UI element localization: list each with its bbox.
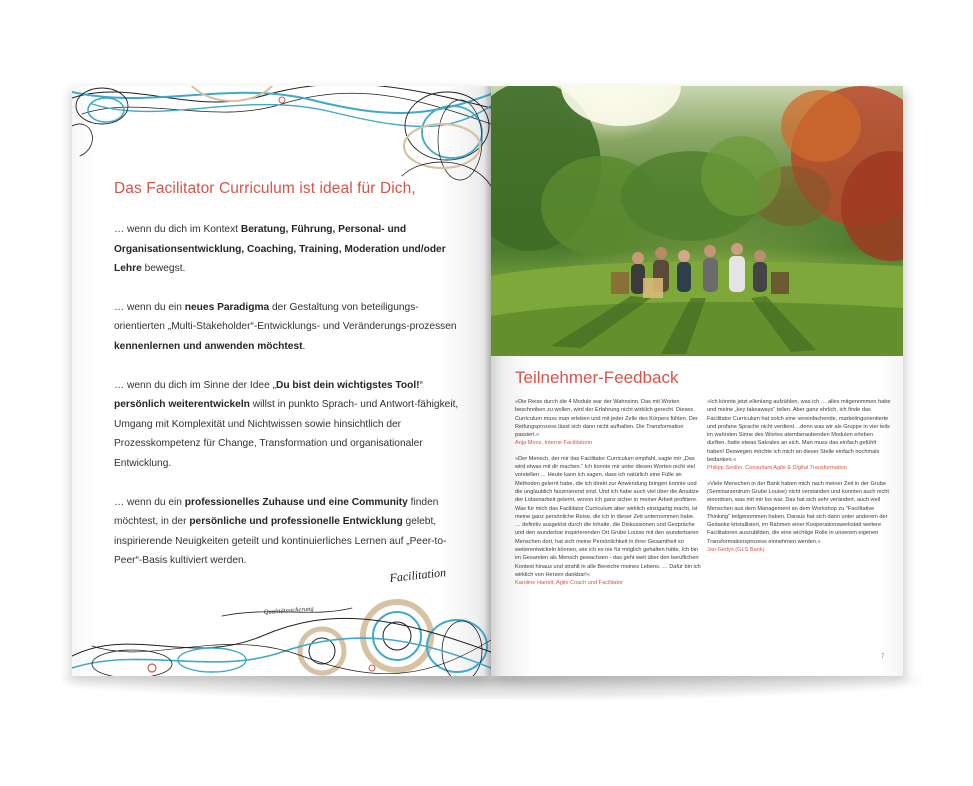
feedback-column-1 — [515, 398, 701, 595]
benefit-item — [114, 220, 469, 279]
sketch-word-facilitation: Facilitation — [388, 565, 447, 585]
garden-photo — [491, 86, 903, 356]
benefit-text: … wenn du ein — [114, 301, 185, 313]
benefit-emphasis: professionelles Zuhause und eine Community — [184, 496, 408, 508]
testimonial — [515, 455, 701, 588]
feedback-column-2 — [707, 398, 893, 561]
right-page — [491, 86, 903, 676]
benefit-emphasis: kennenlernen und anwenden möchtest — [114, 340, 303, 352]
testimonial-text: »Ich könnte jetzt ellenlang aufzählen, was ich … alles mitgenommen habe und meine „key takeaways“ teilen. Aber ganz ehrlich, ich finde das Facilitator Curriculum hat solch eine vereinfachende, marketingorientierte und profane Sprache nicht verdient. ..denn was wir als Gruppe in vier teils im wahrsten Sinne des Wortes atemberaubenden Modulen erleben durften, hatte etwas Sakrales an sich. Man muss das einfach gefühlt haben! Deswegen möchte ich mich an dieser Stelle einfach nochmals bedanken.« — [707, 399, 891, 464]
sketch-decoration-bottom — [72, 556, 491, 676]
testimonial-text: »Viele Menschen in der Bank haben mich nach meiner Zeit in der Grube (Seminarzentrum Grube Louise) nicht verstanden und konnten auch nicht einordnen, was mit mir los war. Das hat sich sehr verändert, auch weil Menschen aus dem Management an dem Workshop zu "Facilitative Thinking" teilgenommen haben. Daraus hat sich dann unter anderem der Gedanke kristallisiert, im Rahmen einer Kooperationswerkstatt weitere Facilitatoren auszubilden, die eine wichtige Rolle in unserem eigenen Transformationsprozess einnehmen werden.« — [707, 480, 889, 545]
benefit-emphasis: Beratung, Führung, Personal- und Organisationsentwicklung, Coaching, Training, Moderation und/oder Lehre — [114, 224, 446, 275]
testimonial-author: Philipp Sexller, Consultant Agile & Digital Transformation — [707, 465, 847, 472]
testimonial-text: »Die Reise durch die 4 Module war der Wahnsinn. Das mit Worten beschreiben zu wollen, wird der Erfahrung nicht wirklich gerecht. Dieses Curriculum muss man erleben und mit jeder Zelle des Körpers fühlen. Der Reifungsprozess lässt sich dann nicht aufhalten. Die Transformation passiert.« — [515, 399, 698, 439]
testimonial-text: »Der Mensch, der mir das Facilitator Curriculum empfahl, sagte mir „Das wird etwas mit dir machen.“ Ich konnte mir unter diesen Worten nicht viel vorstellen … Heute kann ich sagen, dass ich natürlich eine Fülle an Methoden gelernt habe, die ich direkt zur Anwendung bringen konnte und die unglaublich faszinierend sind. Und ich habe auch viel über die Ansätze der Lotsenarbeit gelernt, wovon ich ganz sicher in meiner Arbeit profitiere. Was für mich das Facilitator Curriculum aber wirklich einzigartig macht, ist meine ganz persönliche Reise, die ich in dieser Zeit unternommen habe. … definitiv ausgelöst durch die Inhalte, die Diskussionen und Gespräche und den wunderbar inspirierenden Ort Grube Louise mit den wunderbaren Menschen dort, hat sich meine Persönlichkeit in ihrer Gesamtheit so weiterentwickeln können, wie ich es nie für möglich gehalten hätte. Ich bin im Gesamten als Mensch gewachsen - das geht weit über den beruflichen Kontext hinaus und strahlt in alle Bereiche meines Lebens. … Dafür bin ich wirklich von Herzen dankbar!« — [515, 455, 701, 578]
benefit-text: bewegst. — [141, 263, 186, 275]
testimonial-author: Anja Monz, Interne Facilitatorin — [515, 440, 593, 447]
benefit-emphasis: persönliche und professionelle Entwicklung — [189, 516, 403, 528]
feedback-title: Teilnehmer-Feedback — [515, 368, 679, 387]
benefit-text: “ — [419, 379, 423, 391]
benefit-text: … wenn du dich im Sinne der Idee „ — [114, 379, 276, 391]
benefit-text: … wenn du dich im Kontext — [114, 224, 241, 235]
testimonial — [707, 480, 893, 555]
benefit-text: der Gestaltung von beteiligungs-orientierten „Multi-Stakeholder“-Entwicklungs- und Veränderungs-prozessen — [114, 301, 457, 333]
benefit-emphasis: Du bist dein wichtigstes Tool! — [275, 379, 420, 391]
benefit-item — [114, 376, 469, 474]
benefit-text: gelebt, inspirierende Neuigkeiten geteilt und kontinuierliches Lernen auf „Peer-to-Peer“-Basis kultiviert werden. — [114, 516, 447, 567]
testimonial — [707, 398, 893, 473]
benefit-emphasis: persönlich weiterentwickeln — [114, 399, 250, 411]
left-page — [72, 86, 491, 676]
benefit-list — [114, 220, 469, 590]
benefit-text: … wenn du ein — [114, 496, 185, 508]
testimonial-author: Karoline Hanelt, Agile Coach und Facilitator — [515, 580, 623, 587]
benefit-item — [114, 298, 469, 357]
benefit-text: . — [302, 340, 306, 352]
curriculum-heading: Das Facilitator Curriculum ist ideal für Dich, — [114, 180, 416, 197]
benefit-emphasis: neues Paradigma — [184, 301, 270, 313]
photo-scene — [491, 86, 903, 356]
testimonial-author: Jan Gettys (GLS Bank) — [707, 547, 765, 554]
page-number: 7 — [881, 654, 885, 660]
testimonial — [515, 398, 701, 448]
benefit-text: willst in punkto Sprach- und Antwort-fähigkeit, Umgang mit Komplexität und Nichtwissen sowie hinsichtlich der Prozesskompetenz für Change, Transformation und organisationaler Entwicklung. — [114, 399, 459, 469]
sketch-word-quality: Qualitätssicherung — [263, 605, 314, 616]
benefit-text: finden möchtest, in der — [114, 496, 439, 528]
